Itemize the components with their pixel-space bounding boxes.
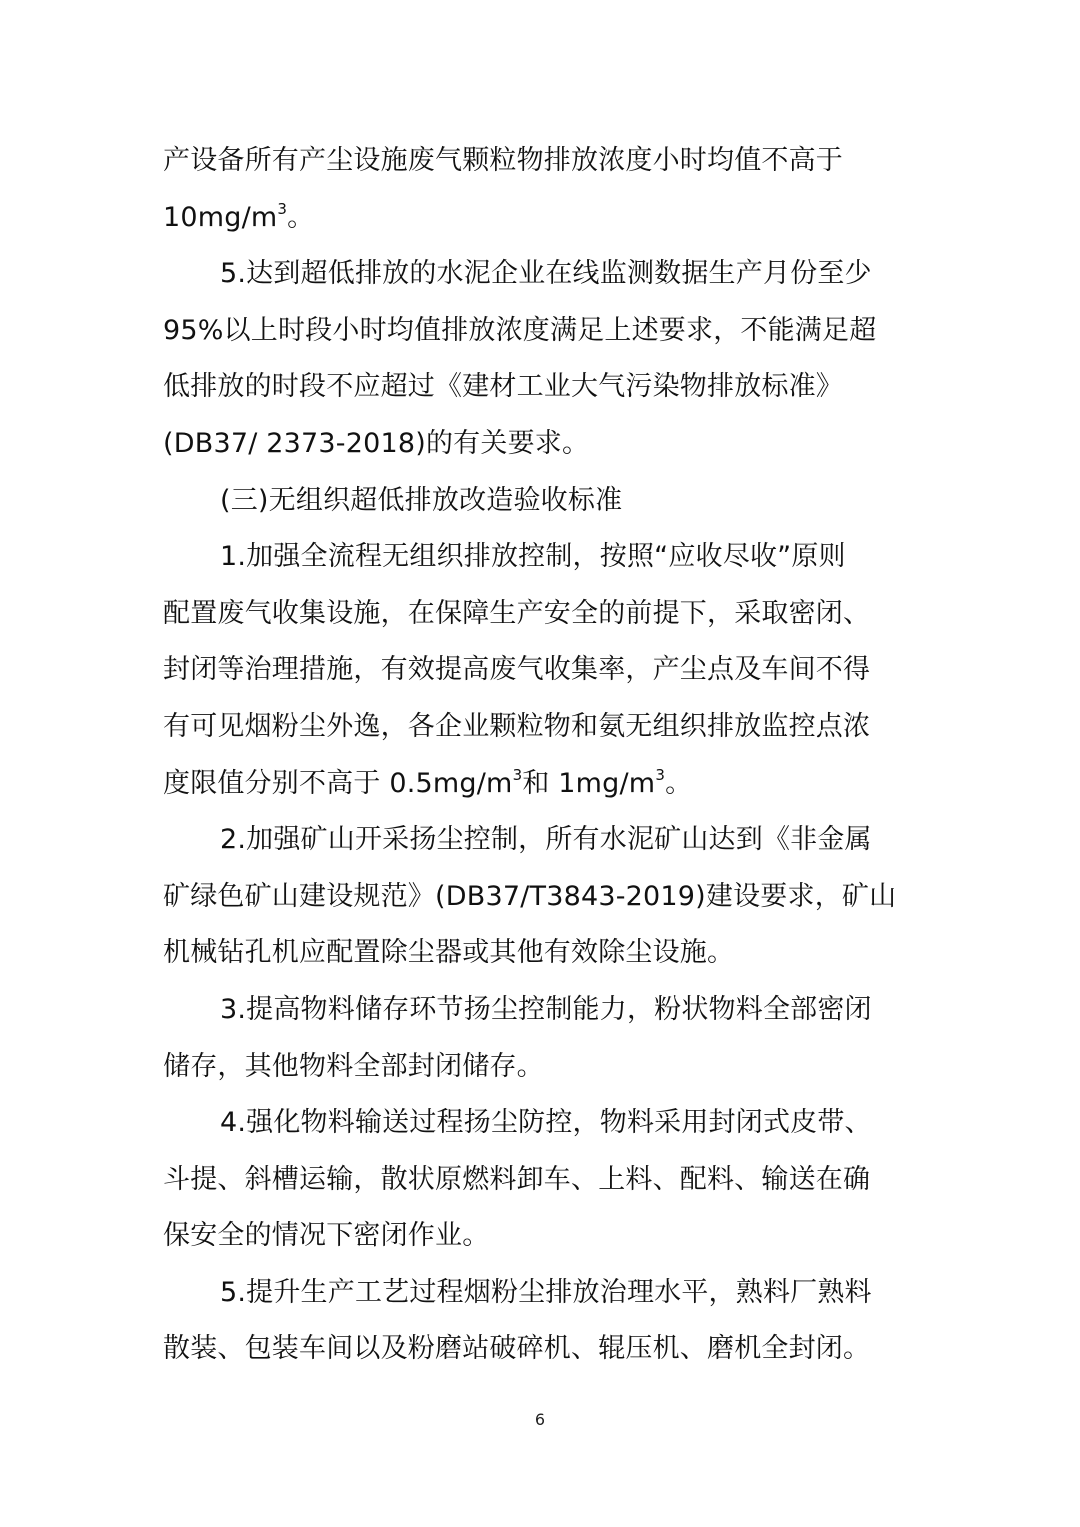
text-line: 封闭等治理措施，有效提高废气收集率，产尘点及车间不得 — [163, 654, 871, 686]
superscript: 3 — [512, 765, 523, 784]
text-line: 矿绿色矿山建设规范》(DB37/T3843-2019)建设要求，矿山 — [163, 880, 897, 912]
text-line — [163, 756, 919, 813]
body-text — [163, 133, 919, 1378]
text-line: 储存，其他物料全部封闭储存。 — [163, 1050, 544, 1082]
text-line: 有可见烟粉尘外逸，各企业颗粒物和氨无组织排放监控点浓 — [163, 710, 871, 742]
paragraph-start-line: 5.达到超低排放的水泥企业在线监测数据生产月份至少 — [220, 258, 872, 290]
superscript: 3 — [655, 765, 666, 784]
text-line: 产设备所有产尘设施废气颗粒物排放浓度小时均值不高于 — [163, 145, 843, 176]
paragraph-start-line: 5.提升生产工艺过程烟粉尘排放治理水平，熟料厂熟料 — [220, 1276, 872, 1308]
text-line — [163, 190, 919, 247]
text-line: 配置废气收集设施，在保障生产安全的前提下，采取密闭、 — [163, 597, 871, 629]
paragraph-start-line: 1.加强全流程无组织排放控制，按照“应收尽收”原则 — [220, 541, 846, 573]
text-fragment: 和 1mg/m — [522, 767, 656, 799]
text-line: 低排放的时段不应超过《建材工业大气污染物排放标准》 — [163, 371, 843, 403]
paragraph-start-line: 3.提高物料储存环节扬尘控制能力，粉状物料全部密闭 — [220, 993, 872, 1025]
paragraph-start-line: 4.强化物料输送过程扬尘防控，物料采用封闭式皮带、 — [220, 1107, 872, 1139]
text-line: 散装、包装车间以及粉磨站破碎机、辊压机、磨机全封闭。 — [163, 1333, 871, 1365]
paragraph-start-line: 2.加强矿山开采扬尘控制，所有水泥矿山达到《非金属 — [220, 824, 872, 856]
text-fragment: 度限值分别不高于 0.5mg/m — [163, 767, 513, 799]
text-line: 机械钻孔机应配置除尘器或其他有效除尘设施。 — [163, 937, 735, 969]
text-fragment: 10mg/m — [163, 201, 278, 233]
text-fragment: 。 — [287, 201, 315, 233]
text-fragment: 。 — [665, 767, 693, 799]
section-heading: (三)无组织超低排放改造验收标准 — [220, 484, 623, 516]
text-line: 95%以上时段小时均值排放浓度满足上述要求，不能满足超 — [163, 314, 877, 346]
page-number: 6 — [534, 1410, 546, 1429]
text-line: 保安全的情况下密闭作业。 — [163, 1220, 490, 1252]
text-line: 斗提、斜槽运输，散状原燃料卸车、上料、配料、输送在确 — [163, 1163, 871, 1195]
superscript: 3 — [277, 199, 288, 218]
text-line: (DB37/ 2373-2018)的有关要求。 — [163, 427, 590, 459]
